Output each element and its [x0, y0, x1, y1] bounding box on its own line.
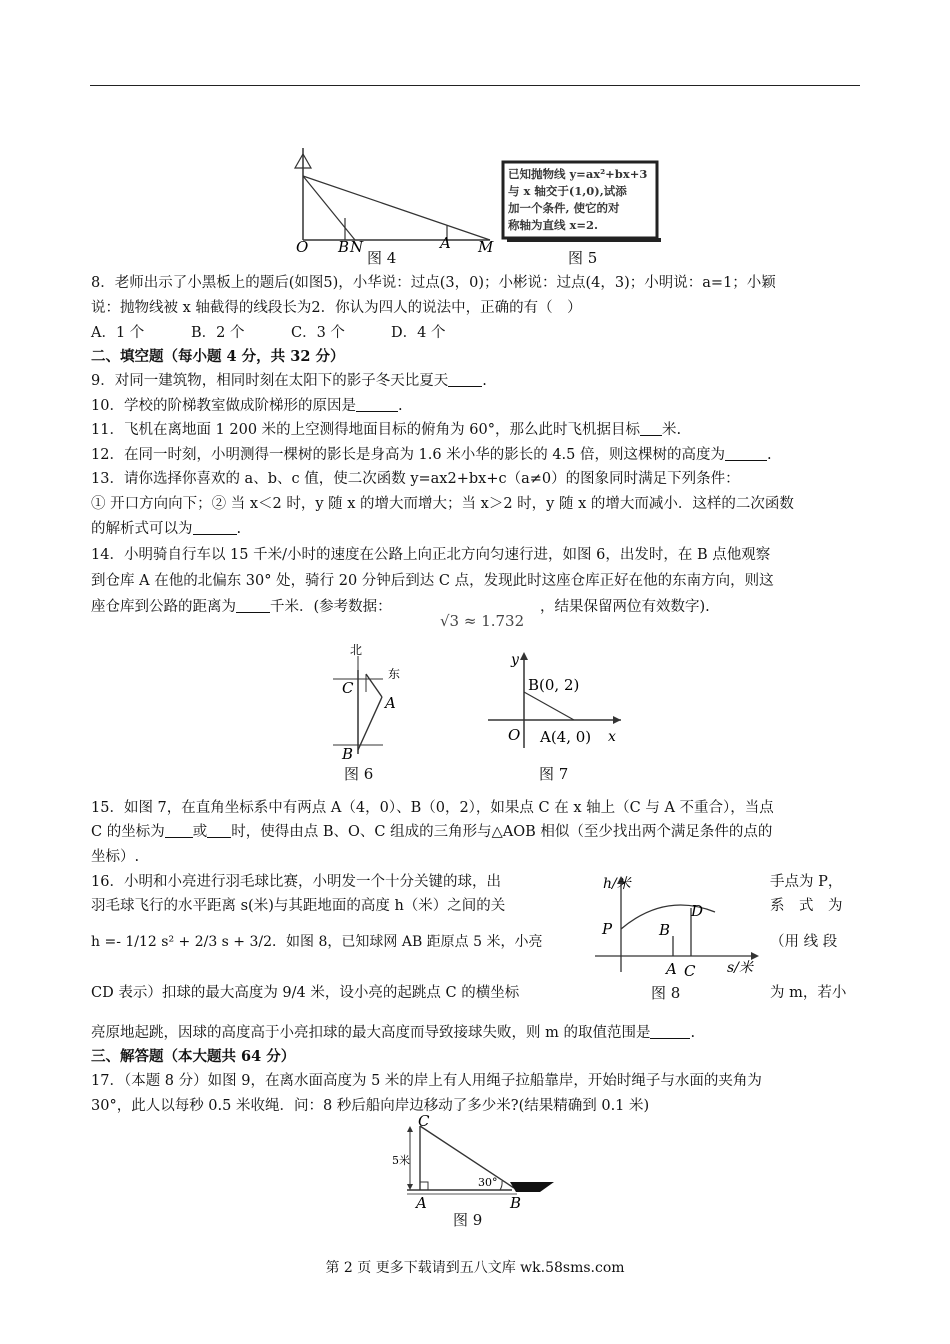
fig9-caption: 图 9 [453, 1211, 483, 1229]
q14-line-1: 14．小明骑自行车以 15 千米/小时的速度在公路上向正北方向匀速行进，如图 6，出发时，在 B 点他观察 [91, 547, 771, 563]
fig5-caption: 图 5 [568, 249, 598, 267]
q15-line-1: 15．如图 7，在直角坐标系中有两点 A（4，0）、B（0，2），如果点 C 在 x 轴上（C 与 A 不重合），当点 [91, 800, 774, 816]
fig4-label-b: B [338, 238, 350, 256]
q11-unit: 米. [662, 422, 682, 438]
q13-line-2: ① 开口方向向下；② 当 x＜2 时，y 随 x 的增大而增大；当 x＞2 时，y 随 x 的增大而减小．这样的二次函数 [91, 496, 794, 512]
q10-text: 10．学校的阶梯教室做成阶梯形的原因是 [91, 398, 356, 414]
figure-7 [488, 648, 628, 748]
section-2-heading: 二、填空题（每小题 4 分，共 32 分） [91, 348, 345, 365]
board-line-3: 加一个条件, 使它的对 [508, 201, 620, 215]
q16-line-5: 亮原地起跳，因球的高度高于小亮扣球的最大高度而导致接球失败，则 m 的取值范围是 . [91, 1025, 696, 1041]
fig8-axis-h: h/米 [603, 876, 631, 892]
q16-line-4: CD 表示）扣球的最大高度为 9/4 米，设小亮的起跳点 C 的横坐标 [91, 985, 520, 1001]
fig9-label-c: C [418, 1112, 430, 1130]
q15-line-2a: C 的坐标为 [91, 824, 165, 840]
fig8-label-b: B [659, 921, 671, 939]
q16-line-3: h =- 1/12 s² + 2/3 s + 3/2．如图 8，已知球网 AB 距原点 5 米，小亮 [91, 934, 543, 950]
fig7-point-b: B(0, 2) [528, 676, 580, 694]
q15-line-2 [91, 820, 861, 844]
q15-blank-1 [165, 823, 193, 838]
q8-option-b: B．2 个 [191, 325, 245, 341]
fig7-point-a: A(4, 0) [540, 728, 592, 746]
fig4-caption: 图 4 [367, 249, 397, 267]
q9-text: 9．对同一建筑物，相同时刻在太阳下的影子冬天比夏天 [91, 373, 449, 389]
fig6-east: 东 [388, 667, 401, 681]
fig4-label-o: O [296, 238, 309, 256]
fig8-caption: 图 8 [651, 984, 681, 1002]
fig8-label-p: P [602, 920, 613, 938]
figure-4 [290, 148, 500, 258]
fig7-origin: O [508, 726, 521, 744]
board-line-1: 已知抛物线 y=ax²+bx+3 [508, 167, 648, 181]
q14-line-3a: 座仓库到公路的距离为 [91, 599, 236, 615]
page-footer: 第 2 页 更多下载请到五八文库 wk.58sms.com [325, 1260, 625, 1276]
q15-blank-2 [207, 823, 231, 838]
q8-options [91, 321, 861, 345]
fig7-caption: 图 7 [539, 765, 569, 783]
q13-line-1: 13．请你选择你喜欢的 a、b、c 值，使二次函数 y=ax2+bx+c（a≠0）的图象同时满足下列条件： [91, 471, 740, 487]
q13-line-3-text: 的解析式可以为 [91, 521, 193, 537]
figure-6 [330, 642, 420, 762]
board-line-4: 称轴为直线 x=2. [508, 218, 599, 232]
fig7-x: x [608, 729, 616, 745]
figure-5-blackboard [503, 162, 663, 244]
q16-right-3: （用 线 段 [770, 934, 838, 950]
q9-blank [448, 372, 482, 387]
q8-line-1: 8．老师出示了小黑板上的题后(如图5)，小华说：过点(3，0)；小彬说：过点(4，3)；小明说：a=1；小颖 [91, 275, 776, 291]
fig4-label-m: M [478, 238, 494, 256]
fig6-label-b: B [342, 745, 354, 763]
q8-option-a: A．1 个 [91, 325, 145, 341]
q14-line-3b: 千米．(参考数据： [270, 599, 392, 615]
fig9-label-a: A [416, 1194, 427, 1212]
header-rule [90, 85, 860, 86]
q16-line-5-text: 亮原地起跳，因球的高度高于小亮扣球的最大高度而导致接球失败，则 m 的取值范围是 [91, 1025, 651, 1041]
q14-sqrt-ref: √3 ≈ 1.732 [440, 612, 525, 630]
section-3-heading: 三、解答题（本大题共 64 分） [91, 1048, 296, 1065]
figure-9 [392, 1112, 562, 1212]
q16-right-4: 为 m，若小 [770, 985, 847, 1001]
fig4-label-n: N [350, 238, 364, 256]
fig6-label-a: A [385, 694, 396, 712]
fig9-height: 5米 [392, 1154, 410, 1167]
q10: 10．学校的阶梯教室做成阶梯形的原因是 . [91, 398, 403, 414]
q16-line-1: 16．小明和小亮进行羽毛球比赛，小明发一个十分关键的球，出 [91, 874, 501, 890]
board-line-2: 与 x 轴交于(1,0),试添 [508, 184, 627, 198]
q12-text: 12．在同一时刻，小明测得一棵树的影长是身高为 1.6 米小华的影长的 4.5 倍，则这棵树的高度为 [91, 447, 726, 463]
q17-line-2: 30°，此人以每秒 0.5 米收绳．问：8 秒后船向岸边移动了多少米?(结果精确到 0.1 米) [91, 1098, 650, 1114]
fig6-label-c: C [342, 679, 354, 697]
fig6-north: 北 [350, 643, 363, 657]
q13-blank [193, 520, 237, 535]
q14-blank [236, 598, 270, 613]
figure-8 [595, 872, 765, 982]
fig9-label-b: B [510, 1194, 522, 1212]
q10-blank [356, 397, 398, 412]
q16-line-2: 羽毛球飞行的水平距离 s(米)与其距地面的高度 h（米）之间的关 [91, 898, 506, 914]
fig8-label-a: A [666, 960, 677, 978]
q11 [91, 418, 861, 442]
fig4-label-a: A [440, 234, 451, 252]
q11-text: 11．飞机在离地面 1 200 米的上空测得地面目标的俯角为 60°，那么此时飞机据目标 [91, 422, 640, 438]
fig8-label-d: D [691, 902, 704, 920]
fig6-caption: 图 6 [344, 765, 374, 783]
q14-line-2: 到仓库 A 在他的北偏东 30° 处，骑行 20 分钟后到达 C 点，发现此时这座仓库正好在他的东南方向，则这 [91, 573, 774, 589]
q16-right-2: 系 式 为 [770, 898, 843, 914]
q12-blank [725, 446, 767, 461]
fig9-angle: 30° [478, 1176, 498, 1189]
q8-option-d: D．4 个 [391, 325, 446, 341]
q9: 9．对同一建筑物，相同时刻在太阳下的影子冬天比夏天 . [91, 373, 487, 389]
fig8-axis-s: s/米 [727, 960, 753, 976]
q15-line-2c: 时，使得由点 B、O、C 组成的三角形与△AOB 相似（至少找出两个满足条件的点的 [231, 824, 773, 840]
q15-line-3: 坐标）. [91, 849, 140, 865]
q13-line-3: 的解析式可以为 . [91, 521, 242, 537]
q8-line-2: 说：抛物线被 x 轴截得的线段长为2．你认为四人的说法中，正确的有（ ） [91, 300, 582, 316]
q17-line-1: 17．（本题 8 分）如图 9，在离水面高度为 5 米的岸上有人用绳子拉船靠岸，开始时绳子与水面的夹角为 [91, 1073, 762, 1089]
q11-blank [640, 421, 662, 436]
q12: 12．在同一时刻，小明测得一棵树的影长是身高为 1.6 米小华的影长的 4.5 倍，则这棵树的高度为 . [91, 447, 772, 463]
fig8-label-c: C [684, 962, 696, 980]
q16-blank [650, 1024, 690, 1039]
fig7-y: y [511, 652, 519, 668]
q14-line-3c: ，结果保留两位有效数字). [540, 599, 710, 615]
q8-option-c: C．3 个 [291, 325, 345, 341]
q16-right-1: 手点为 P， [770, 874, 843, 890]
q15-line-2b: 或 [192, 824, 208, 840]
